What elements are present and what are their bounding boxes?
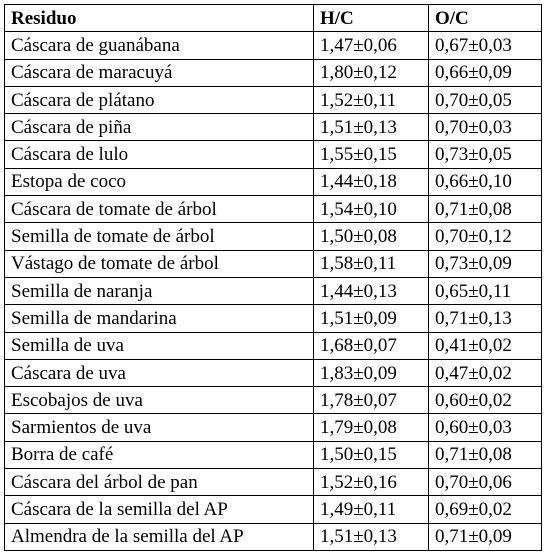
table-row [5, 523, 542, 550]
cell-oc: 0,71±0,08 [429, 441, 542, 468]
cell-residuo: Borra de café [5, 441, 314, 468]
cell-hc: 1,52±0,16 [314, 469, 429, 496]
table-row [5, 59, 542, 86]
cell-hc: 1,80±0,12 [314, 59, 429, 86]
cell-residuo: Semilla de uva [5, 332, 314, 359]
cell-hc: 1,83±0,09 [314, 359, 429, 386]
table-row [5, 86, 542, 113]
table-row [5, 496, 542, 523]
cell-residuo: Semilla de naranja [5, 277, 314, 304]
cell-hc: 1,44±0,18 [314, 168, 429, 195]
table-row [5, 414, 542, 441]
cell-oc: 0,73±0,09 [429, 250, 542, 277]
table-row [5, 250, 542, 277]
cell-residuo: Cáscara de la semilla del AP [5, 496, 314, 523]
table-row [5, 141, 542, 168]
cell-hc: 1,54±0,10 [314, 196, 429, 223]
cell-hc: 1,78±0,07 [314, 387, 429, 414]
cell-residuo: Vástago de tomate de árbol [5, 250, 314, 277]
cell-hc: 1,44±0,13 [314, 277, 429, 304]
table-row [5, 359, 542, 386]
cell-residuo: Sarmientos de uva [5, 414, 314, 441]
cell-oc: 0,41±0,02 [429, 332, 542, 359]
cell-residuo: Cáscara de piña [5, 114, 314, 141]
table-row [5, 441, 542, 468]
cell-hc: 1,58±0,11 [314, 250, 429, 277]
cell-oc: 0,71±0,09 [429, 523, 542, 550]
cell-oc: 0,70±0,03 [429, 114, 542, 141]
header-oc: O/C [429, 5, 542, 32]
cell-hc: 1,47±0,06 [314, 32, 429, 59]
cell-hc: 1,52±0,11 [314, 86, 429, 113]
cell-residuo: Escobajos de uva [5, 387, 314, 414]
cell-hc: 1,50±0,15 [314, 441, 429, 468]
table-header [5, 5, 542, 32]
cell-residuo: Cáscara del árbol de pan [5, 469, 314, 496]
cell-oc: 0,71±0,13 [429, 305, 542, 332]
table-row [5, 223, 542, 250]
cell-hc: 1,49±0,11 [314, 496, 429, 523]
cell-residuo: Semilla de tomate de árbol [5, 223, 314, 250]
cell-hc: 1,51±0,13 [314, 114, 429, 141]
cell-hc: 1,55±0,15 [314, 141, 429, 168]
cell-oc: 0,60±0,03 [429, 414, 542, 441]
cell-oc: 0,70±0,12 [429, 223, 542, 250]
cell-hc: 1,51±0,13 [314, 523, 429, 550]
table-row [5, 277, 542, 304]
residue-ratio-table [4, 4, 542, 551]
cell-residuo: Cáscara de plátano [5, 86, 314, 113]
cell-oc: 0,66±0,10 [429, 168, 542, 195]
cell-oc: 0,65±0,11 [429, 277, 542, 304]
cell-residuo: Cáscara de maracuyá [5, 59, 314, 86]
cell-oc: 0,66±0,09 [429, 59, 542, 86]
cell-residuo: Cáscara de uva [5, 359, 314, 386]
cell-oc: 0,60±0,02 [429, 387, 542, 414]
cell-hc: 1,51±0,09 [314, 305, 429, 332]
cell-residuo: Almendra de la semilla del AP [5, 523, 314, 550]
header-row [5, 5, 542, 32]
cell-oc: 0,71±0,08 [429, 196, 542, 223]
cell-oc: 0,70±0,05 [429, 86, 542, 113]
cell-residuo: Estopa de coco [5, 168, 314, 195]
table-row [5, 387, 542, 414]
table-row [5, 32, 542, 59]
header-residuo: Residuo [5, 5, 314, 32]
cell-oc: 0,70±0,06 [429, 469, 542, 496]
cell-residuo: Semilla de mandarina [5, 305, 314, 332]
table-row [5, 332, 542, 359]
cell-hc: 1,79±0,08 [314, 414, 429, 441]
table-row [5, 196, 542, 223]
cell-residuo: Cáscara de tomate de árbol [5, 196, 314, 223]
cell-oc: 0,69±0,02 [429, 496, 542, 523]
cell-oc: 0,47±0,02 [429, 359, 542, 386]
table-row [5, 469, 542, 496]
table-row [5, 305, 542, 332]
table-row [5, 114, 542, 141]
cell-oc: 0,73±0,05 [429, 141, 542, 168]
cell-oc: 0,67±0,03 [429, 32, 542, 59]
table-body [5, 32, 542, 551]
table-row [5, 168, 542, 195]
cell-residuo: Cáscara de lulo [5, 141, 314, 168]
header-hc: H/C [314, 5, 429, 32]
cell-hc: 1,68±0,07 [314, 332, 429, 359]
cell-residuo: Cáscara de guanábana [5, 32, 314, 59]
cell-hc: 1,50±0,08 [314, 223, 429, 250]
